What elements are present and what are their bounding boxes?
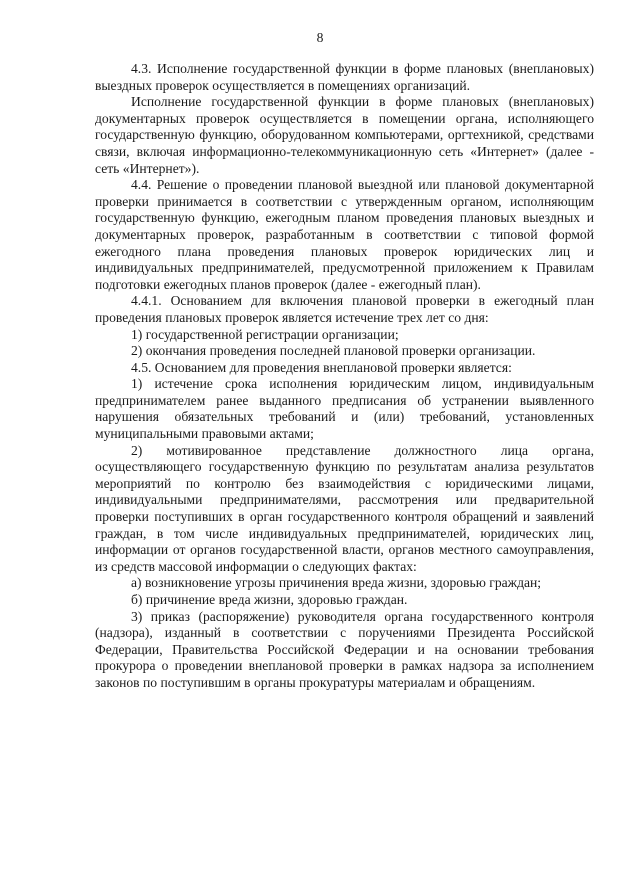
list-item-last-inspection: 2) окончания проведения последней плановой проверки организации. — [131, 343, 536, 359]
page-number: 8 — [316, 30, 324, 45]
paragraph-4-5: 4.5. Основанием для проведения внеплановой проверки является: — [131, 359, 512, 375]
list-item-expired-order: 1) истечение срока исполнения юридическим лицом, индивидуальным предпринимателем ранее выданного предписания об устранении выявленного нарушения обязательных требований и (или) требований, установленных муниципальными правовыми актами; — [95, 376, 594, 442]
list-item-state-registration: 1) государственной регистрации организации; — [131, 326, 399, 342]
list-item-order-of-head: 3) приказ (распоряжение) руководителя органа государственного контроля (надзора), изданный в соответствии с поручениями Президента Российской Федерации, Правительства Российской Федерации и на основании требования прокурора о проведении внеплановой проверки в рамках надзора за исполнением законов по поступившим в органы прокуратуры материалам и обращениям. — [95, 608, 594, 690]
document-body — [95, 61, 594, 692]
paragraph-4-4-1: 4.4.1. Основанием для включения плановой проверки в ежегодный план проведения плановых проверок является истечение трех лет со дня: — [95, 293, 594, 325]
paragraph-documentary-checks: Исполнение государственной функции в форме плановых (внеплановых) документарных проверок осуществляется в помещении органа, исполняющего государственную функцию, оборудованном компьютерами, оргтехникой, средствами связи, включая информационно-телекоммуникационную сеть «Интернет» (далее - сеть «Интернет»). — [95, 94, 594, 176]
list-item-threat-of-harm: а) возникновение угрозы причинения вреда жизни, здоровью граждан; — [131, 575, 542, 591]
list-item-motivated-submission: 2) мотивированное представление должностного лица органа, осуществляющего государственную функцию по результатам анализа результатов мероприятий по контролю без взаимодействия с юридическими лицами, индивидуальными предпринимателями, рассмотрения или предварительной проверки поступивших в орган государственного контроля обращений и заявлений граждан, в том числе индивидуальных предпринимателей, юридических лиц, информации от органов государственной власти, органов местного самоуправления, из средств массовой информации о следующих фактах: — [95, 442, 594, 574]
list-item-harm-caused: б) причинение вреда жизни, здоровью граждан. — [131, 592, 408, 607]
paragraph-4-3: 4.3. Исполнение государственной функции в форме плановых (внеплановых) выездных проверок осуществляется в помещениях организаций. — [95, 61, 594, 93]
paragraph-4-4: 4.4. Решение о проведении плановой выездной или плановой документарной проверки принимается в соответствии с утвержденным органом, исполняющим государственную функцию, ежегодным планом проведения плановых выездных и документарных проверок, разработанным в соответствии с типовой формой ежегодного плана проведения плановых проверок юридических лиц и индивидуальных предпринимателей, предусмотренной приложением к Правилам подготовки ежегодных планов проверок (далее - ежегодный план). — [95, 177, 594, 292]
